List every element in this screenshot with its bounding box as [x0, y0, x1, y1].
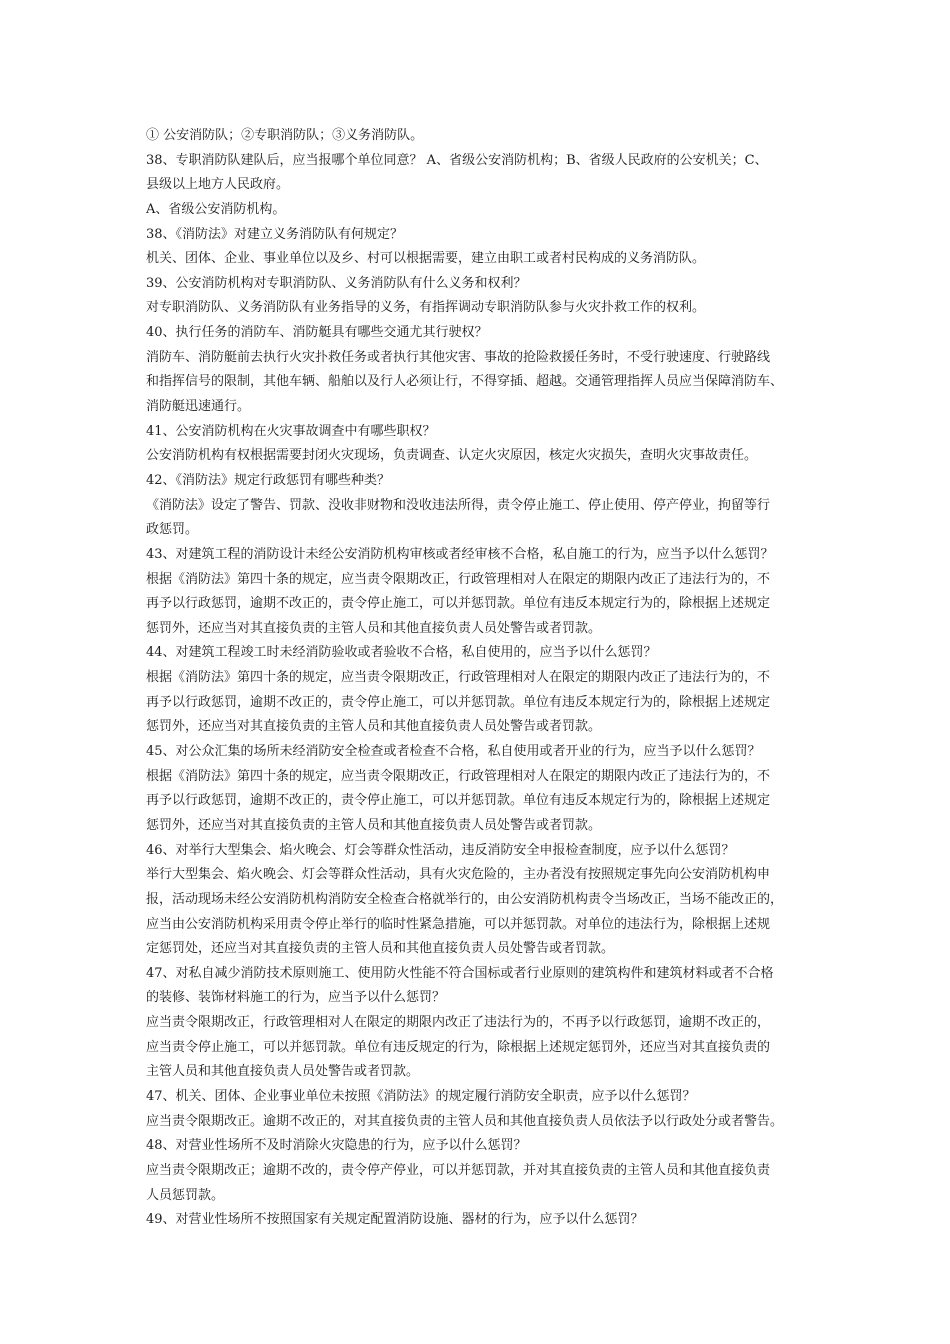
text-line: 政惩罚。	[146, 522, 199, 538]
text-line: 主管人员和其他直接负责人员处警告或者罚款。	[146, 1064, 420, 1080]
text-line: 和指挥信号的限制，其他车辆、船舶以及行人必须让行，不得穿插、超越。交通管理指挥人员应当保障消防车、	[146, 374, 784, 390]
text-line: 42、《消防法》规定行政惩罚有哪些种类？	[146, 472, 391, 488]
text-line: 定惩罚处，还应当对其直接负责的主管人员和其他直接负责人员处警告或者罚款。	[146, 941, 615, 957]
text-line: 应当责令限期改正，行政管理相对人在限定的期限内改正了违法行为的，不再予以行政惩罚，逾期不改正的，	[146, 1015, 771, 1031]
text-line: 机关、团体、企业、事业单位以及乡、村可以根据需要，建立由职工或者村民构成的义务消防队。	[146, 251, 706, 267]
text-line: 38、专职消防队建队后，应当报哪个单位同意？ A、省级公安消防机构；B、省级人民政府的公安机关；C、	[146, 152, 768, 168]
document-body	[146, 124, 846, 1233]
text-line: 消防车、消防艇前去执行火灾扑救任务或者执行其他灾害、事故的抢险救援任务时，不受行驶速度、行驶路线	[146, 349, 771, 365]
text-line: 46、对举行大型集会、焰火晚会、灯会等群众性活动，违反消防安全申报检查制度，应予以什么惩罚？	[146, 842, 735, 858]
text-line: 举行大型集会、焰火晚会、灯会等群众性活动，具有火灾危险的，主办者没有按照规定事先向公安消防机构申	[146, 867, 771, 883]
text-line: A、省级公安消防机构。	[146, 201, 286, 217]
text-line: 根据《消防法》第四十条的规定，应当责令限期改正，行政管理相对人在限定的期限内改正了违法行为的，不	[146, 670, 771, 686]
text-line: 根据《消防法》第四十条的规定，应当责令限期改正，行政管理相对人在限定的期限内改正了违法行为的，不	[146, 768, 771, 784]
text-line: 惩罚外，还应当对其直接负责的主管人员和其他直接负责人员处警告或者罚款。	[146, 817, 602, 833]
text-line: 县级以上地方人民政府。	[146, 177, 290, 193]
text-line: 48、对营业性场所不及时消除火灾隐患的行为，应予以什么惩罚？	[146, 1138, 527, 1154]
text-line: 报，活动现场未经公安消防机构消防安全检查合格就举行的，由公安消防机构责令当场改正，当场不能改正的，	[146, 891, 784, 907]
text-line: 再予以行政惩罚，逾期不改正的，责令停止施工，可以并惩罚款。单位有违反本规定行为的，除根据上述规定	[146, 596, 771, 612]
text-line: 47、机关、团体、企业事业单位未按照《消防法》的规定履行消防安全职责，应予以什么惩罚？	[146, 1088, 696, 1104]
text-line: 消防艇迅速通行。	[146, 399, 251, 415]
text-line: 47、对私自减少消防技术原则施工、使用防火性能不符合国标或者行业原则的建筑构件和建筑材料或者不合格	[146, 965, 774, 981]
text-line: 对专职消防队、义务消防队有业务指导的义务，有指挥调动专职消防队参与火灾扑救工作的权利。	[146, 300, 706, 316]
text-line: 38、《消防法》对建立义务消防队有何规定？	[146, 226, 404, 242]
text-line: 再予以行政惩罚，逾期不改正的，责令停止施工，可以并惩罚款。单位有违反本规定行为的，除根据上述规定	[146, 793, 771, 809]
text-line: 44、对建筑工程竣工时未经消防验收或者验收不合格，私自使用的，应当予以什么惩罚？	[146, 645, 657, 661]
text-line: 应当责令停止施工，可以并惩罚款。单位有违反规定的行为，除根据上述规定惩罚外，还应当对其直接负责的	[146, 1039, 771, 1055]
text-line: 的装修、装饰材料施工的行为，应当予以什么惩罚？	[146, 990, 446, 1006]
text-line: 根据《消防法》第四十条的规定，应当责令限期改正，行政管理相对人在限定的期限内改正了违法行为的，不	[146, 571, 771, 587]
text-line: 49、对营业性场所不按照国家有关规定配置消防设施、器材的行为，应予以什么惩罚？	[146, 1212, 644, 1228]
text-line: 应当责令限期改正；逾期不改的，责令停产停业，可以并惩罚款，并对其直接负责的主管人员和其他直接负责	[146, 1162, 771, 1178]
text-line: 41、公安消防机构在火灾事故调查中有哪些职权？	[146, 423, 436, 439]
text-line: 公安消防机构有权根据需要封闭火灾现场，负责调查、认定火灾原因，核定火灾损失，查明火灾事故责任。	[146, 448, 758, 464]
text-line: 惩罚外，还应当对其直接负责的主管人员和其他直接负责人员处警告或者罚款。	[146, 719, 602, 735]
text-line: 40、执行任务的消防车、消防艇具有哪些交通尤其行驶权？	[146, 325, 488, 341]
text-line: ① 公安消防队；②专职消防队；③义务消防队。	[146, 128, 424, 143]
text-line: 45、对公众汇集的场所未经消防安全检查或者检查不合格，私自使用或者开业的行为，应当予以什么惩罚？	[146, 744, 761, 760]
text-line: 惩罚外，还应当对其直接负责的主管人员和其他直接负责人员处警告或者罚款。	[146, 620, 602, 636]
text-line: 《消防法》设定了警告、罚款、没收非财物和没收违法所得，责令停止施工、停止使用、停产停业，拘留等行	[146, 497, 771, 513]
text-line: 39、公安消防机构对专职消防队、义务消防队有什么义务和权利？	[146, 275, 527, 291]
text-line: 43、对建筑工程的消防设计未经公安消防机构审核或者经审核不合格，私自施工的行为，应当予以什么惩罚？	[146, 546, 774, 562]
text-line: 应当责令限期改正。逾期不改正的，对其直接负责的主管人员和其他直接负责人员依法予以行政处分或者警告。	[146, 1113, 784, 1129]
text-line: 应当由公安消防机构采用责令停止举行的临时性紧急措施，可以并惩罚款。对单位的违法行为，除根据上述规	[146, 916, 771, 932]
text-line: 人员惩罚款。	[146, 1187, 225, 1203]
text-line: 再予以行政惩罚，逾期不改正的，责令停止施工，可以并惩罚款。单位有违反本规定行为的，除根据上述规定	[146, 694, 771, 710]
